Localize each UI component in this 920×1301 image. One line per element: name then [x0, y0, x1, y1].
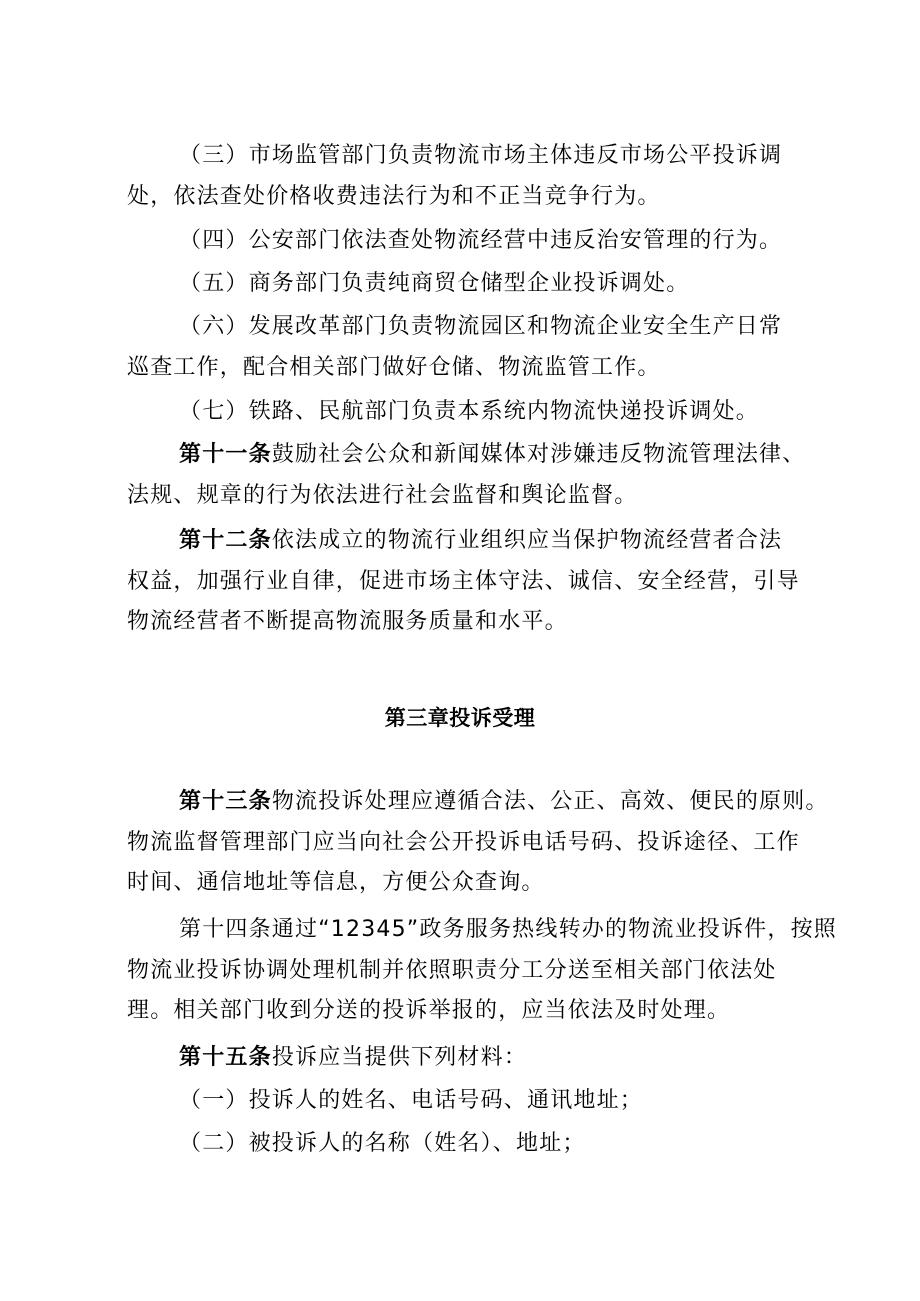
item-six: [127, 307, 812, 388]
article-12-first-line: 依法成立的物流行业组织应当保护物流经营者合法: [271, 528, 783, 553]
item-seven: [127, 392, 812, 433]
article-13-line-1: [127, 782, 829, 823]
article-14: [127, 910, 837, 1032]
article-12-line-1: [127, 521, 812, 562]
article-11-title: 第十一条: [179, 442, 272, 467]
item-one-line-1: （一）投诉人的姓名、电话号码、通讯地址；: [179, 1088, 644, 1113]
item-two-line-1: （二）被投诉人的名称（姓名）、地址；: [179, 1131, 586, 1156]
article-11-first-line: 鼓励社会公众和新闻媒体对涉嫌违反物流管理法律、: [271, 442, 806, 467]
item-four-line-1: （四）公安部门依法查处物流经营中违反治安管理的行为。: [179, 228, 783, 253]
article-13: [127, 782, 829, 904]
article-12-line-2: 权益，加强行业自律，促进市场主体守法、诚信、安全经营，引导: [127, 568, 800, 594]
item-one: [127, 1081, 812, 1122]
item-three-line-2: 处，依法查处价格收费违法行为和不正当竞争行为。: [127, 183, 661, 209]
article-15-first-line: 投诉应当提供下列材料：: [271, 1045, 528, 1070]
chapter-heading: 第三章投诉受理: [384, 706, 536, 730]
article-14-line-2: 物流业投诉协调处理机制并依照职责分工分送至相关部门依法处: [127, 957, 777, 983]
article-11-line-2: 法规、规章的行为依法进行社会监督和舆论监督。: [127, 482, 638, 508]
item-four: [127, 221, 812, 262]
article-15-line-1: [127, 1038, 812, 1079]
item-seven-line-1: （七）铁路、民航部门负责本系统内物流快递投诉调处。: [179, 399, 760, 424]
article-14-line-3: 理。相关部门收到分送的投诉举报的，应当依法及时处理。: [127, 998, 731, 1023]
article-12-line-3: 物流经营者不断提高物流服务质量和水平。: [127, 609, 568, 634]
article-12: [127, 521, 812, 643]
article-12-title: 第十二条: [179, 528, 272, 553]
article-15-title: 第十五条: [179, 1045, 272, 1070]
article-13-line-2: 物流监督管理部门应当向社会公开投诉电话号码、投诉途径、工作: [127, 829, 800, 855]
item-two: [127, 1124, 812, 1165]
item-six-line-1: （六）发展改革部门负责物流园区和物流企业安全生产日常: [179, 314, 783, 339]
item-three-line-1: （三）市场监管部门负责物流市场主体违反市场公平投诉调: [179, 143, 783, 168]
article-11: [127, 435, 812, 516]
article-13-line-3: 时间、通信地址等信息，方便公众查询。: [127, 870, 545, 895]
item-three: [127, 136, 812, 217]
article-14-line-1: 第十四条通过“12345”政务服务热线转办的物流业投诉件，按照: [179, 917, 837, 942]
item-five: [127, 264, 812, 305]
item-five-line-1: （五）商务部门负责纯商贸仓储型企业投诉调处。: [179, 271, 690, 296]
article-15: [127, 1038, 812, 1079]
article-13-title: 第十三条: [179, 789, 272, 814]
article-11-line-1: [127, 435, 812, 476]
article-13-first-line: 物流投诉处理应遵循合法、公正、高效、便民的原则。: [271, 789, 829, 814]
item-six-line-2: 巡查工作，配合相关部门做好仓储、物流监管工作。: [127, 354, 661, 380]
